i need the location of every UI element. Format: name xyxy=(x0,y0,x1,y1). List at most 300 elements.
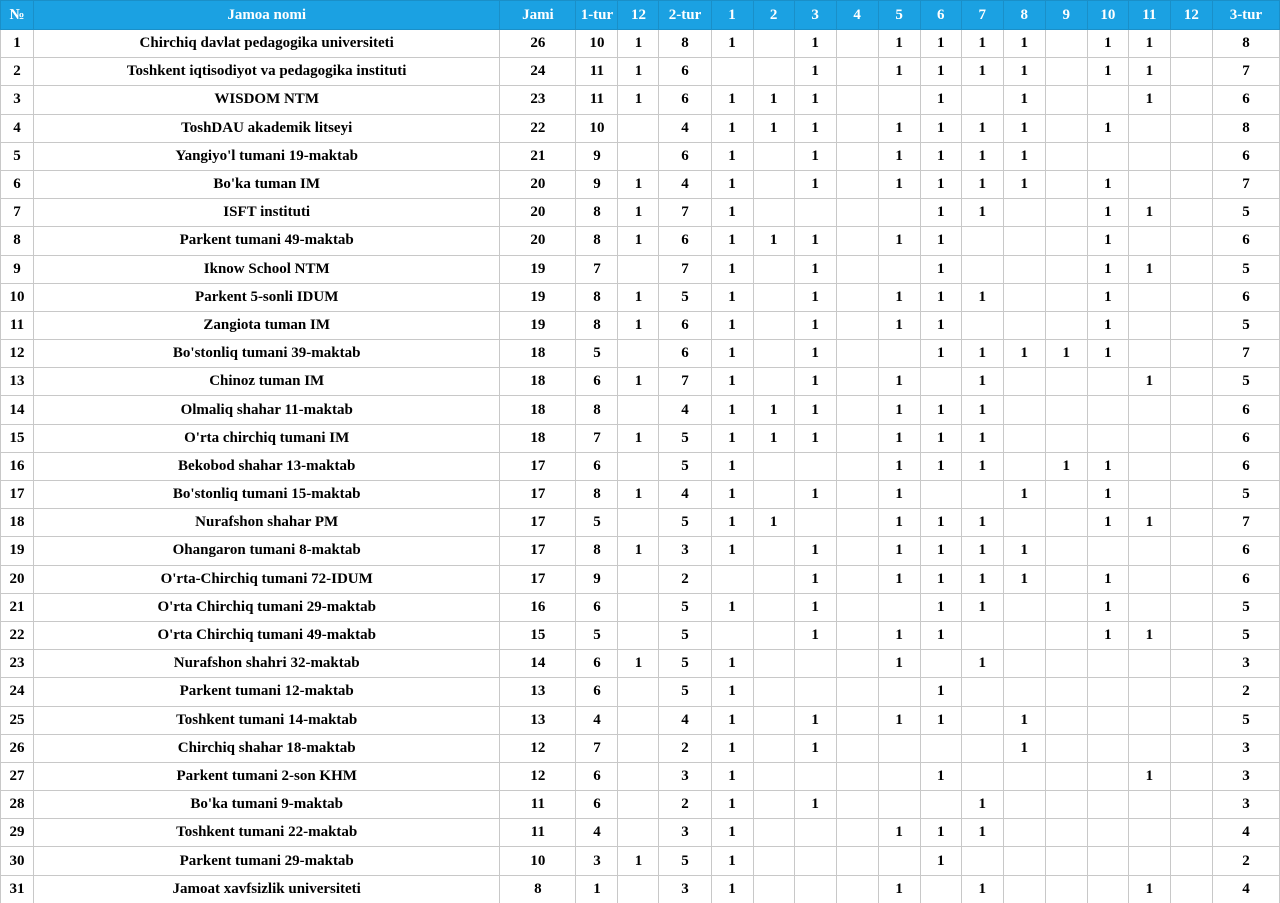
cell-col-round3: 3 xyxy=(1212,734,1279,762)
cell-col-q3 xyxy=(794,819,836,847)
cell-col-total: 18 xyxy=(500,340,576,368)
cell-col-q7 xyxy=(961,227,1003,255)
cell-col-q11 xyxy=(1128,142,1170,170)
cell-col-q11: 1 xyxy=(1128,86,1170,114)
cell-col-total: 15 xyxy=(500,621,576,649)
cell-col-q12 xyxy=(1170,114,1212,142)
cell-col-q8: 1 xyxy=(1003,30,1045,58)
cell-col-total: 17 xyxy=(500,565,576,593)
cell-col-number: 15 xyxy=(1,424,34,452)
cell-col-q10 xyxy=(1087,396,1128,424)
table-row xyxy=(1,340,1280,368)
cell-col-12a: 1 xyxy=(618,311,659,339)
cell-col-round1: 6 xyxy=(576,791,618,819)
cell-col-q8 xyxy=(1003,593,1045,621)
cell-col-q7: 1 xyxy=(961,565,1003,593)
cell-col-q8 xyxy=(1003,791,1045,819)
cell-col-q10 xyxy=(1087,762,1128,790)
cell-col-q5: 1 xyxy=(878,819,920,847)
cell-col-q5: 1 xyxy=(878,142,920,170)
cell-col-q11 xyxy=(1128,706,1170,734)
cell-col-q9 xyxy=(1045,847,1087,875)
cell-col-q4 xyxy=(836,481,878,509)
cell-col-team-name: ToshDAU akademik litseyi xyxy=(34,114,500,142)
cell-col-q9 xyxy=(1045,199,1087,227)
cell-col-q11 xyxy=(1128,424,1170,452)
cell-col-round3: 7 xyxy=(1212,170,1279,198)
cell-col-number: 23 xyxy=(1,650,34,678)
cell-col-q5: 1 xyxy=(878,875,920,903)
cell-col-q4 xyxy=(836,565,878,593)
cell-col-round3: 8 xyxy=(1212,114,1279,142)
table-row xyxy=(1,424,1280,452)
cell-col-q1: 1 xyxy=(711,650,753,678)
table-row xyxy=(1,170,1280,198)
cell-col-q10: 1 xyxy=(1087,565,1128,593)
cell-col-q1: 1 xyxy=(711,537,753,565)
cell-col-total: 21 xyxy=(500,142,576,170)
table-row xyxy=(1,227,1280,255)
cell-col-q12 xyxy=(1170,593,1212,621)
cell-col-round1: 8 xyxy=(576,396,618,424)
cell-col-number: 21 xyxy=(1,593,34,621)
cell-col-q6 xyxy=(920,368,961,396)
cell-col-q1: 1 xyxy=(711,114,753,142)
cell-col-q6: 1 xyxy=(920,340,961,368)
cell-col-q3 xyxy=(794,875,836,903)
header-col-q9: 9 xyxy=(1045,1,1087,30)
cell-col-q6: 1 xyxy=(920,847,961,875)
cell-col-q10 xyxy=(1087,875,1128,903)
cell-col-q4 xyxy=(836,593,878,621)
cell-col-q10: 1 xyxy=(1087,199,1128,227)
cell-col-team-name: Jamoat xavfsizlik universiteti xyxy=(34,875,500,903)
cell-col-round1: 7 xyxy=(576,734,618,762)
cell-col-total: 10 xyxy=(500,847,576,875)
cell-col-number: 1 xyxy=(1,30,34,58)
cell-col-12a xyxy=(618,791,659,819)
cell-col-q2 xyxy=(753,368,794,396)
cell-col-q5 xyxy=(878,847,920,875)
cell-col-team-name: Ohangaron tumani 8-maktab xyxy=(34,537,500,565)
cell-col-q3 xyxy=(794,847,836,875)
cell-col-q1 xyxy=(711,565,753,593)
cell-col-q8: 1 xyxy=(1003,537,1045,565)
cell-col-q9 xyxy=(1045,734,1087,762)
cell-col-q9 xyxy=(1045,30,1087,58)
cell-col-q2 xyxy=(753,452,794,480)
cell-col-q7: 1 xyxy=(961,142,1003,170)
cell-col-round3: 5 xyxy=(1212,368,1279,396)
cell-col-q1: 1 xyxy=(711,481,753,509)
cell-col-q11 xyxy=(1128,650,1170,678)
cell-col-number: 3 xyxy=(1,86,34,114)
cell-col-team-name: O'rta Chirchiq tumani 29-maktab xyxy=(34,593,500,621)
cell-col-total: 18 xyxy=(500,424,576,452)
cell-col-12a: 1 xyxy=(618,847,659,875)
cell-col-q6: 1 xyxy=(920,762,961,790)
cell-col-q3: 1 xyxy=(794,170,836,198)
cell-col-team-name: Chinoz tuman IM xyxy=(34,368,500,396)
cell-col-q12 xyxy=(1170,86,1212,114)
table-row xyxy=(1,819,1280,847)
cell-col-q1: 1 xyxy=(711,170,753,198)
cell-col-q11: 1 xyxy=(1128,509,1170,537)
cell-col-q1: 1 xyxy=(711,396,753,424)
cell-col-q4 xyxy=(836,424,878,452)
cell-col-number: 19 xyxy=(1,537,34,565)
cell-col-q6 xyxy=(920,734,961,762)
cell-col-q12 xyxy=(1170,170,1212,198)
cell-col-12a: 1 xyxy=(618,537,659,565)
cell-col-round2: 5 xyxy=(659,847,711,875)
cell-col-q1: 1 xyxy=(711,706,753,734)
cell-col-round2: 2 xyxy=(659,734,711,762)
cell-col-round3: 6 xyxy=(1212,452,1279,480)
table-row xyxy=(1,847,1280,875)
cell-col-total: 11 xyxy=(500,819,576,847)
cell-col-total: 17 xyxy=(500,452,576,480)
cell-col-q8 xyxy=(1003,875,1045,903)
cell-col-q10: 1 xyxy=(1087,114,1128,142)
cell-col-q4 xyxy=(836,621,878,649)
cell-col-total: 17 xyxy=(500,537,576,565)
cell-col-q2 xyxy=(753,819,794,847)
cell-col-team-name: O'rta-Chirchiq tumani 72-IDUM xyxy=(34,565,500,593)
header-col-q7: 7 xyxy=(961,1,1003,30)
cell-col-round3: 5 xyxy=(1212,199,1279,227)
cell-col-q4 xyxy=(836,678,878,706)
cell-col-round3: 5 xyxy=(1212,593,1279,621)
cell-col-q9 xyxy=(1045,227,1087,255)
cell-col-round2: 3 xyxy=(659,819,711,847)
cell-col-q9 xyxy=(1045,706,1087,734)
cell-col-q2 xyxy=(753,565,794,593)
cell-col-q6 xyxy=(920,875,961,903)
cell-col-number: 6 xyxy=(1,170,34,198)
cell-col-round2: 5 xyxy=(659,621,711,649)
cell-col-q6: 1 xyxy=(920,227,961,255)
cell-col-round2: 5 xyxy=(659,678,711,706)
cell-col-q1 xyxy=(711,58,753,86)
cell-col-q3: 1 xyxy=(794,593,836,621)
cell-col-q9 xyxy=(1045,170,1087,198)
cell-col-team-name: Olmaliq shahar 11-maktab xyxy=(34,396,500,424)
cell-col-round1: 6 xyxy=(576,368,618,396)
cell-col-round1: 8 xyxy=(576,283,618,311)
cell-col-q12 xyxy=(1170,424,1212,452)
cell-col-q6: 1 xyxy=(920,678,961,706)
cell-col-round3: 6 xyxy=(1212,142,1279,170)
cell-col-q11 xyxy=(1128,283,1170,311)
table-body xyxy=(1,30,1280,903)
cell-col-q6: 1 xyxy=(920,255,961,283)
cell-col-q8: 1 xyxy=(1003,340,1045,368)
table-row xyxy=(1,58,1280,86)
cell-col-q4 xyxy=(836,509,878,537)
cell-col-number: 12 xyxy=(1,340,34,368)
cell-col-q3 xyxy=(794,452,836,480)
cell-col-q3 xyxy=(794,650,836,678)
table-row xyxy=(1,621,1280,649)
cell-col-total: 20 xyxy=(500,227,576,255)
cell-col-q4 xyxy=(836,537,878,565)
cell-col-q8: 1 xyxy=(1003,114,1045,142)
header-col-number: № xyxy=(1,1,34,30)
cell-col-round2: 4 xyxy=(659,170,711,198)
cell-col-q5 xyxy=(878,86,920,114)
cell-col-q12 xyxy=(1170,396,1212,424)
header-col-q11: 11 xyxy=(1128,1,1170,30)
cell-col-q2 xyxy=(753,58,794,86)
cell-col-q1: 1 xyxy=(711,819,753,847)
cell-col-team-name: Bekobod shahar 13-maktab xyxy=(34,452,500,480)
cell-col-q5: 1 xyxy=(878,30,920,58)
cell-col-q7: 1 xyxy=(961,819,1003,847)
cell-col-q12 xyxy=(1170,734,1212,762)
cell-col-q1: 1 xyxy=(711,593,753,621)
cell-col-round2: 5 xyxy=(659,452,711,480)
cell-col-q12 xyxy=(1170,311,1212,339)
cell-col-q1: 1 xyxy=(711,875,753,903)
cell-col-round1: 10 xyxy=(576,114,618,142)
cell-col-team-name: Parkent tumani 12-maktab xyxy=(34,678,500,706)
cell-col-q12 xyxy=(1170,819,1212,847)
cell-col-q9 xyxy=(1045,593,1087,621)
cell-col-12a: 1 xyxy=(618,283,659,311)
cell-col-q8 xyxy=(1003,762,1045,790)
cell-col-round3: 7 xyxy=(1212,58,1279,86)
cell-col-q6: 1 xyxy=(920,819,961,847)
table-row xyxy=(1,283,1280,311)
cell-col-q5: 1 xyxy=(878,481,920,509)
cell-col-q2: 1 xyxy=(753,114,794,142)
cell-col-q5: 1 xyxy=(878,311,920,339)
cell-col-total: 20 xyxy=(500,199,576,227)
cell-col-round2: 4 xyxy=(659,481,711,509)
cell-col-q4 xyxy=(836,396,878,424)
cell-col-12a: 1 xyxy=(618,58,659,86)
cell-col-q7: 1 xyxy=(961,509,1003,537)
table-row xyxy=(1,114,1280,142)
cell-col-round2: 5 xyxy=(659,283,711,311)
cell-col-team-name: O'rta chirchiq tumani IM xyxy=(34,424,500,452)
cell-col-q11 xyxy=(1128,481,1170,509)
cell-col-q12 xyxy=(1170,452,1212,480)
cell-col-q4 xyxy=(836,340,878,368)
cell-col-q12 xyxy=(1170,481,1212,509)
cell-col-q10 xyxy=(1087,368,1128,396)
cell-col-q11 xyxy=(1128,791,1170,819)
cell-col-q7 xyxy=(961,762,1003,790)
cell-col-q12 xyxy=(1170,30,1212,58)
cell-col-q9 xyxy=(1045,819,1087,847)
cell-col-q9 xyxy=(1045,114,1087,142)
cell-col-q1: 1 xyxy=(711,791,753,819)
cell-col-round3: 6 xyxy=(1212,227,1279,255)
cell-col-total: 18 xyxy=(500,368,576,396)
cell-col-q8 xyxy=(1003,227,1045,255)
cell-col-q3: 1 xyxy=(794,114,836,142)
cell-col-q7: 1 xyxy=(961,650,1003,678)
cell-col-q5: 1 xyxy=(878,424,920,452)
cell-col-q2: 1 xyxy=(753,227,794,255)
cell-col-q12 xyxy=(1170,509,1212,537)
cell-col-q3: 1 xyxy=(794,368,836,396)
cell-col-12a xyxy=(618,762,659,790)
cell-col-q2 xyxy=(753,283,794,311)
cell-col-q1: 1 xyxy=(711,199,753,227)
cell-col-q8 xyxy=(1003,255,1045,283)
cell-col-12a xyxy=(618,509,659,537)
cell-col-round1: 5 xyxy=(576,509,618,537)
cell-col-q5: 1 xyxy=(878,509,920,537)
cell-col-q4 xyxy=(836,734,878,762)
cell-col-q3: 1 xyxy=(794,227,836,255)
cell-col-number: 26 xyxy=(1,734,34,762)
cell-col-q7 xyxy=(961,621,1003,649)
cell-col-q7: 1 xyxy=(961,424,1003,452)
header-col-q2: 2 xyxy=(753,1,794,30)
cell-col-round2: 7 xyxy=(659,368,711,396)
cell-col-q12 xyxy=(1170,283,1212,311)
header-col-q3: 3 xyxy=(794,1,836,30)
cell-col-q10 xyxy=(1087,819,1128,847)
cell-col-12a: 1 xyxy=(618,650,659,678)
cell-col-number: 25 xyxy=(1,706,34,734)
cell-col-q10: 1 xyxy=(1087,452,1128,480)
cell-col-q11 xyxy=(1128,340,1170,368)
cell-col-q8 xyxy=(1003,311,1045,339)
cell-col-q4 xyxy=(836,199,878,227)
cell-col-q6: 1 xyxy=(920,621,961,649)
cell-col-q1: 1 xyxy=(711,255,753,283)
cell-col-12a xyxy=(618,819,659,847)
cell-col-q6: 1 xyxy=(920,58,961,86)
table-row xyxy=(1,565,1280,593)
cell-col-q8 xyxy=(1003,621,1045,649)
cell-col-q11 xyxy=(1128,396,1170,424)
table-header xyxy=(1,1,1280,30)
cell-col-q8 xyxy=(1003,509,1045,537)
cell-col-team-name: Parkent tumani 49-maktab xyxy=(34,227,500,255)
cell-col-q7 xyxy=(961,255,1003,283)
cell-col-q3: 1 xyxy=(794,283,836,311)
cell-col-q2 xyxy=(753,199,794,227)
cell-col-q7: 1 xyxy=(961,368,1003,396)
cell-col-q2 xyxy=(753,621,794,649)
cell-col-q4 xyxy=(836,30,878,58)
cell-col-12a: 1 xyxy=(618,424,659,452)
cell-col-q6: 1 xyxy=(920,424,961,452)
cell-col-total: 19 xyxy=(500,283,576,311)
cell-col-q1: 1 xyxy=(711,227,753,255)
cell-col-q6: 1 xyxy=(920,537,961,565)
cell-col-12a xyxy=(618,706,659,734)
cell-col-q6 xyxy=(920,791,961,819)
cell-col-round3: 6 xyxy=(1212,537,1279,565)
cell-col-q3: 1 xyxy=(794,30,836,58)
cell-col-q6: 1 xyxy=(920,114,961,142)
cell-col-team-name: Yangiyo'l tumani 19-maktab xyxy=(34,142,500,170)
cell-col-round2: 5 xyxy=(659,509,711,537)
table-row xyxy=(1,452,1280,480)
cell-col-q6: 1 xyxy=(920,30,961,58)
cell-col-q4 xyxy=(836,58,878,86)
cell-col-q12 xyxy=(1170,762,1212,790)
cell-col-q8 xyxy=(1003,283,1045,311)
header-col-q12: 12 xyxy=(1170,1,1212,30)
cell-col-q5: 1 xyxy=(878,650,920,678)
table-row xyxy=(1,311,1280,339)
header-col-round3: 3-tur xyxy=(1212,1,1279,30)
cell-col-number: 18 xyxy=(1,509,34,537)
cell-col-q7 xyxy=(961,706,1003,734)
cell-col-round3: 3 xyxy=(1212,791,1279,819)
cell-col-round2: 6 xyxy=(659,340,711,368)
table-row xyxy=(1,734,1280,762)
cell-col-q1: 1 xyxy=(711,678,753,706)
cell-col-q11: 1 xyxy=(1128,368,1170,396)
cell-col-q5: 1 xyxy=(878,621,920,649)
cell-col-q4 xyxy=(836,227,878,255)
cell-col-number: 28 xyxy=(1,791,34,819)
cell-col-total: 26 xyxy=(500,30,576,58)
cell-col-q9 xyxy=(1045,86,1087,114)
cell-col-q2 xyxy=(753,706,794,734)
cell-col-round3: 6 xyxy=(1212,86,1279,114)
cell-col-q2 xyxy=(753,481,794,509)
cell-col-q10: 1 xyxy=(1087,170,1128,198)
cell-col-q12 xyxy=(1170,199,1212,227)
cell-col-q6: 1 xyxy=(920,199,961,227)
cell-col-total: 22 xyxy=(500,114,576,142)
cell-col-round3: 7 xyxy=(1212,340,1279,368)
cell-col-q3: 1 xyxy=(794,621,836,649)
cell-col-round1: 8 xyxy=(576,199,618,227)
cell-col-q10: 1 xyxy=(1087,621,1128,649)
cell-col-q8 xyxy=(1003,819,1045,847)
table-row xyxy=(1,481,1280,509)
cell-col-number: 7 xyxy=(1,199,34,227)
cell-col-q7 xyxy=(961,311,1003,339)
table-row xyxy=(1,86,1280,114)
cell-col-q5 xyxy=(878,791,920,819)
cell-col-round1: 6 xyxy=(576,650,618,678)
cell-col-q2 xyxy=(753,762,794,790)
cell-col-q3: 1 xyxy=(794,537,836,565)
cell-col-q1: 1 xyxy=(711,311,753,339)
cell-col-q5 xyxy=(878,678,920,706)
cell-col-q2 xyxy=(753,255,794,283)
cell-col-q1: 1 xyxy=(711,368,753,396)
cell-col-q10: 1 xyxy=(1087,593,1128,621)
cell-col-q4 xyxy=(836,255,878,283)
cell-col-team-name: ISFT instituti xyxy=(34,199,500,227)
cell-col-q5: 1 xyxy=(878,537,920,565)
cell-col-round3: 5 xyxy=(1212,706,1279,734)
cell-col-round2: 5 xyxy=(659,424,711,452)
table-row xyxy=(1,30,1280,58)
header-col-q4: 4 xyxy=(836,1,878,30)
cell-col-round2: 8 xyxy=(659,30,711,58)
cell-col-q9: 1 xyxy=(1045,340,1087,368)
cell-col-q7: 1 xyxy=(961,170,1003,198)
cell-col-team-name: Toshkent tumani 22-maktab xyxy=(34,819,500,847)
cell-col-q3 xyxy=(794,199,836,227)
cell-col-round1: 9 xyxy=(576,142,618,170)
cell-col-round3: 6 xyxy=(1212,424,1279,452)
